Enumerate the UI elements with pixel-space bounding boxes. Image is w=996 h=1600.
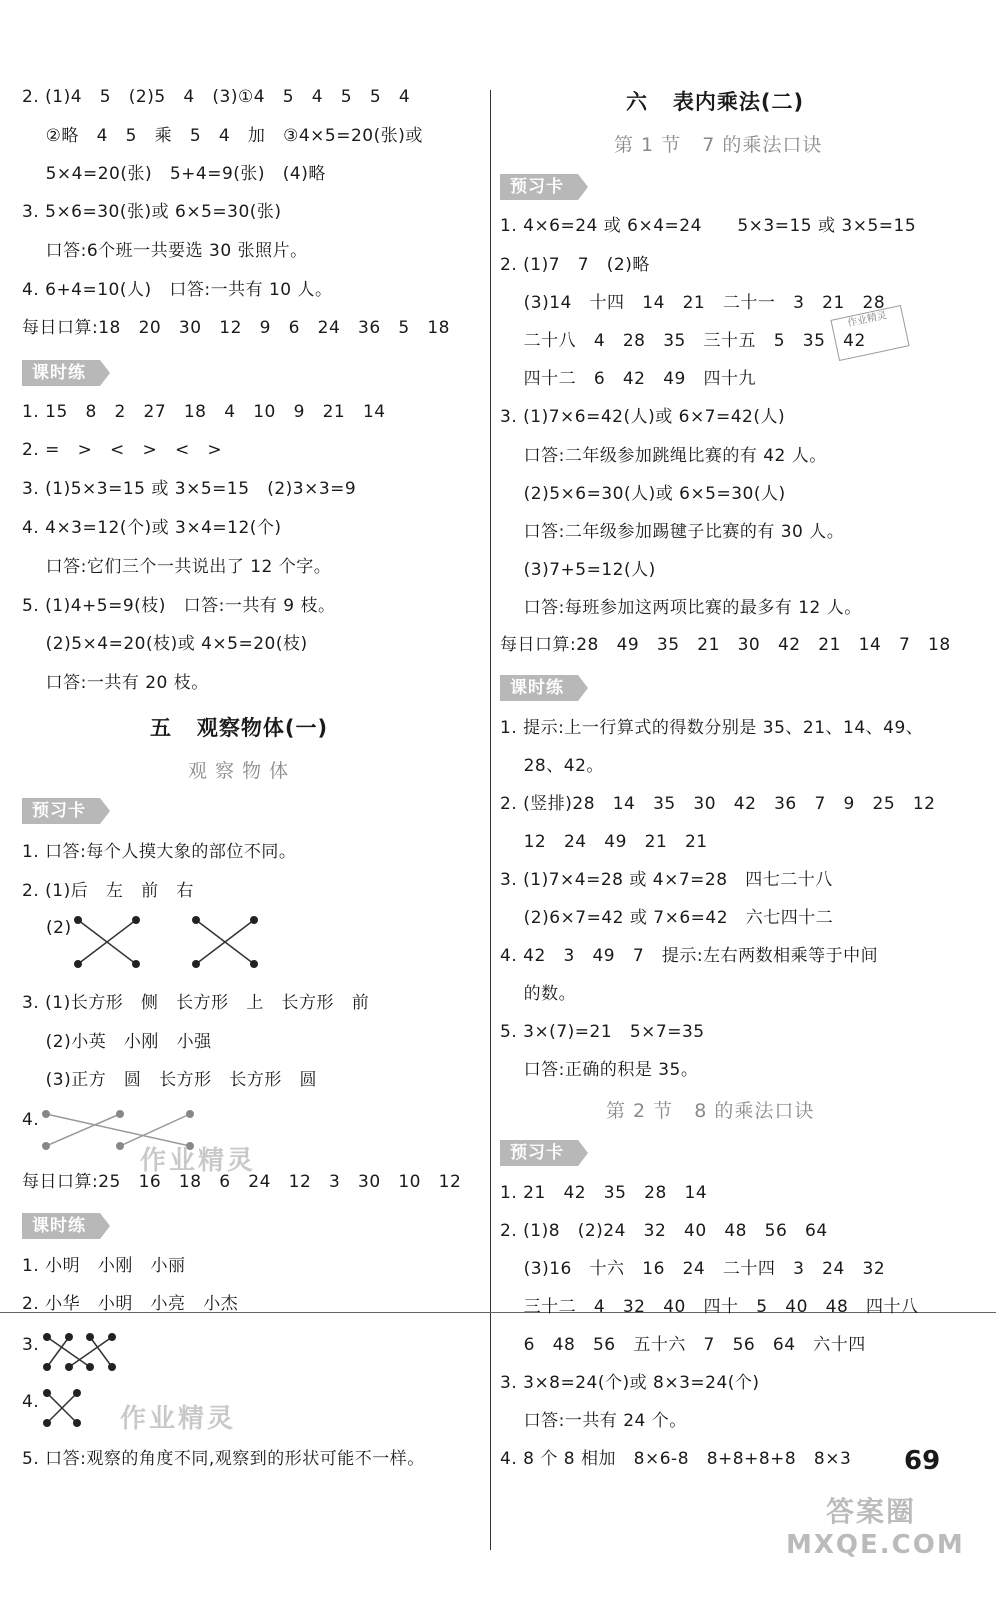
watermark: 作业精灵 — [140, 1146, 257, 1176]
answer-line: 4. 42 3 49 7 提示:左右两数相乘等于中间 — [500, 946, 879, 966]
answer-line: 5. 口答:观察的角度不同,观察到的形状可能不一样。 — [22, 1449, 425, 1469]
answer-line: 口答:正确的积是 35。 — [500, 1060, 699, 1080]
answer-label: 3. — [22, 1335, 40, 1355]
section-tag: 预习卡 — [500, 1140, 578, 1166]
section-title: 第 2 节 8 的乘法口诀 — [606, 1100, 815, 1122]
answer-label: (2) — [46, 918, 72, 938]
answer-line: 四十二 6 42 49 四十九 — [500, 369, 757, 389]
answer-line: (3)16 十六 16 24 二十四 3 24 32 — [500, 1259, 886, 1279]
answer-line: 12 24 49 21 21 — [500, 832, 708, 852]
answer-line: (2)5×4=20(枝)或 4×5=20(枝) — [22, 634, 308, 654]
section-title: 观 察 物 体 — [188, 760, 290, 782]
answer-line: 4. 8 个 8 相加 8×6-8 8+8+8+8 8×3 — [500, 1449, 852, 1469]
answer-line: 口答:二年级参加跳绳比赛的有 42 人。 — [500, 446, 827, 466]
matching-diagram — [42, 1388, 92, 1428]
answer-line: 5. (1)4+5=9(枝) 口答:一共有 9 枝。 — [22, 596, 336, 616]
answer-line: 5×4=20(张) 5+4=9(张) (4)略 — [22, 164, 326, 184]
answer-line: 2. (1)4 5 (2)5 4 (3)①4 5 4 5 5 4 — [22, 87, 411, 107]
page-number: 69 — [904, 1446, 941, 1476]
brand-url: MXQE.COM — [786, 1530, 965, 1560]
answer-line: 2. = > < > < > — [22, 440, 223, 460]
answer-line: 3. (1)5×3=15 或 3×5=15 (2)3×3=9 — [22, 479, 357, 499]
answer-line: 28、42。 — [500, 756, 604, 776]
unit-title: 五 观察物体(一) — [150, 716, 329, 740]
answer-line: 口答:每班参加这两项比赛的最多有 12 人。 — [500, 598, 862, 618]
answer-line: 1. 15 8 2 27 18 4 10 9 21 14 — [22, 402, 386, 422]
daily-mental-math: 每日口算:18 20 30 12 9 6 24 36 5 18 — [22, 318, 451, 338]
answer-line: 二十八 4 28 35 三十五 5 35 42 — [500, 331, 866, 351]
answer-line: 2. (1)后 左 前 右 — [22, 881, 194, 901]
answer-line: 2. 小华 小明 小亮 小杰 — [22, 1294, 239, 1314]
brand-watermark: 答案圈 — [826, 1495, 917, 1528]
answer-line: 4. 6+4=10(人) 口答:一共有 10 人。 — [22, 280, 333, 300]
section-title: 第 1 节 7 的乘法口诀 — [614, 134, 823, 156]
answer-line: 2. (竖排)28 14 35 30 42 36 7 9 25 12 — [500, 794, 936, 814]
answer-line: 2. (1)8 (2)24 32 40 48 56 64 — [500, 1221, 828, 1241]
answer-line: 口答:它们三个一共说出了 12 个字。 — [22, 557, 332, 577]
answer-line: 口答:二年级参加踢毽子比赛的有 30 人。 — [500, 522, 845, 542]
answer-line: 4. 4×3=12(个)或 3×4=12(个) — [22, 518, 282, 538]
answer-line: 1. 小明 小刚 小丽 — [22, 1256, 186, 1276]
answer-line: 的数。 — [500, 984, 577, 1004]
section-tag: 课时练 — [22, 360, 100, 386]
answer-line: 3. 5×6=30(张)或 6×5=30(张) — [22, 202, 282, 222]
answer-line: (3)正方 圆 长方形 长方形 圆 — [22, 1070, 318, 1090]
answer-line: 口答:一共有 24 个。 — [500, 1411, 687, 1431]
answer-line: 3. (1)长方形 侧 长方形 上 长方形 前 — [22, 993, 370, 1013]
section-tag: 预习卡 — [22, 798, 100, 824]
answer-line: (2)5×6=30(人)或 6×5=30(人) — [500, 484, 786, 504]
section-tag: 课时练 — [500, 675, 578, 701]
unit-title: 六 表内乘法(二) — [626, 90, 805, 114]
answer-line: 1. 提示:上一行算式的得数分别是 35、21、14、49、 — [500, 718, 924, 738]
section-tag: 预习卡 — [500, 174, 578, 200]
answer-line: (2)小英 小刚 小强 — [22, 1032, 212, 1052]
answer-line: 6 48 56 五十六 7 56 64 六十四 — [500, 1335, 866, 1355]
answer-line: 三十二 4 32 40 四十 5 40 48 四十八 — [500, 1297, 919, 1317]
matching-diagram — [42, 1332, 132, 1372]
answer-line: 3. 3×8=24(个)或 8×3=24(个) — [500, 1373, 760, 1393]
answer-line: 5. 3×(7)=21 5×7=35 — [500, 1022, 705, 1042]
answer-line: 口答:6个班一共要选 30 张照片。 — [22, 241, 308, 261]
answer-line: ②略 4 5 乘 5 4 加 ③4×5=20(张)或 — [22, 126, 423, 146]
matching-diagram — [70, 912, 270, 972]
column-divider — [490, 90, 491, 1550]
answer-label: 4. — [22, 1110, 40, 1130]
watermark: 作业精灵 — [120, 1404, 237, 1434]
answer-line: (3)7+5=12(人) — [500, 560, 656, 580]
answer-line: 1. 口答:每个人摸大象的部位不同。 — [22, 842, 297, 862]
answer-line: 3. (1)7×6=42(人)或 6×7=42(人) — [500, 407, 786, 427]
answer-line: 3. (1)7×4=28 或 4×7=28 四七二十八 — [500, 870, 833, 890]
section-tag: 课时练 — [22, 1213, 100, 1239]
answer-line: (3)14 十四 14 21 二十一 3 21 28 — [500, 293, 886, 313]
daily-mental-math: 每日口算:25 16 18 6 24 12 3 30 10 12 — [22, 1172, 462, 1192]
answer-line: (2)6×7=42 或 7×6=42 六七四十二 — [500, 908, 834, 928]
stamp-logo: 作业精灵 — [830, 305, 909, 361]
answer-line: 1. 21 42 35 28 14 — [500, 1183, 708, 1203]
answer-line: 1. 4×6=24 或 6×4=24 5×3=15 或 3×5=15 — [500, 216, 917, 236]
answer-line: 2. (1)7 7 (2)略 — [500, 255, 650, 275]
answer-line: 口答:一共有 20 枝。 — [22, 673, 209, 693]
daily-mental-math: 每日口算:28 49 35 21 30 42 21 14 7 18 — [500, 635, 951, 655]
answer-label: 4. — [22, 1392, 40, 1412]
